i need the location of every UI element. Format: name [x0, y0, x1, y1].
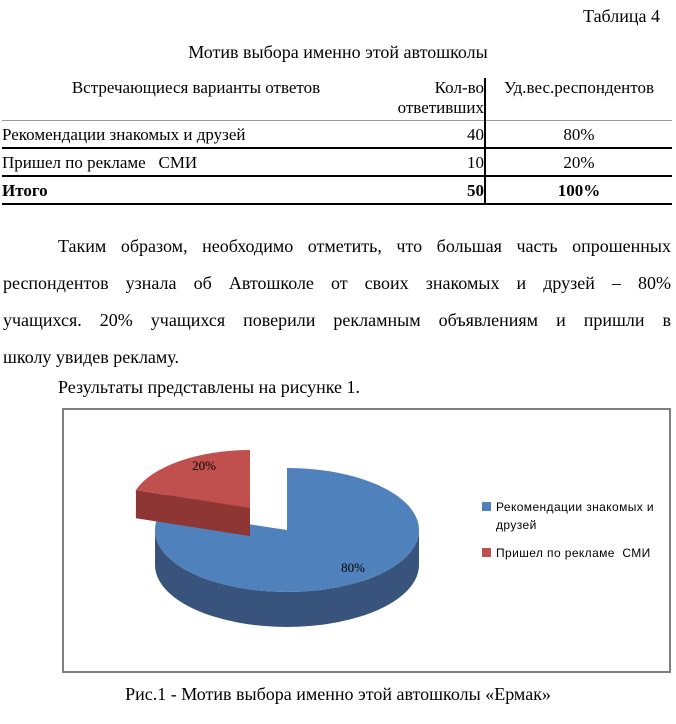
red-slice-percent-label: 20% — [192, 458, 216, 473]
paragraph-line: Таким образом, необходимо отметить, что большая часть опрошенных — [58, 236, 671, 256]
table-title: Мотив выбора именно этой автошколы — [188, 42, 488, 62]
legend-label-red: Пришел по рекламе СМИ — [496, 546, 651, 560]
cell-count: 40 — [390, 121, 485, 149]
cell-answer: Рекомендации знакомых и друзей — [2, 121, 390, 149]
legend-item-red — [482, 544, 664, 562]
blue-slice-percent-label: 80% — [341, 560, 365, 575]
cell-count: 10 — [390, 148, 485, 176]
paragraph-line: респондентов узнала об Автошколе от своих знакомых и друзей – 80% — [3, 273, 671, 293]
chart-legend — [482, 498, 664, 572]
table-total-row — [2, 176, 672, 204]
paragraph-line: учащихся. 20% учащихся поверили рекламным объявлениям и пришли в — [3, 310, 671, 330]
table-row — [2, 148, 672, 176]
cell-answer: Пришел по рекламе СМИ — [2, 148, 390, 176]
pie-chart-figure — [62, 408, 671, 673]
header-share: Уд.вес.респондентов — [485, 78, 672, 121]
cell-total-count: 50 — [390, 176, 485, 204]
table-row — [2, 121, 672, 149]
table-number-label: Таблица 4 — [583, 6, 660, 26]
legend-label-blue: Рекомендации знакомых и друзей — [496, 500, 655, 532]
cell-total-label: Итого — [2, 176, 390, 204]
cell-share: 80% — [485, 121, 672, 149]
legend-swatch-blue — [482, 502, 491, 511]
legend-item-blue — [482, 498, 664, 534]
body-paragraph — [3, 228, 671, 376]
header-count: Кол-во ответивших — [390, 78, 485, 121]
legend-swatch-red — [482, 548, 491, 557]
figure-intro-text: Результаты представлены на рисунке 1. — [58, 377, 360, 397]
paragraph-line: школу увидев рекламу. — [3, 347, 180, 367]
cell-total-share: 100% — [485, 176, 672, 204]
cell-share: 20% — [485, 148, 672, 176]
header-answers: Встречающиеся варианты ответов — [2, 78, 390, 121]
table-header-row — [2, 78, 672, 121]
survey-table — [2, 78, 672, 205]
figure-caption: Рис.1 - Мотив выбора именно этой автошколы «Ермак» — [125, 684, 551, 704]
